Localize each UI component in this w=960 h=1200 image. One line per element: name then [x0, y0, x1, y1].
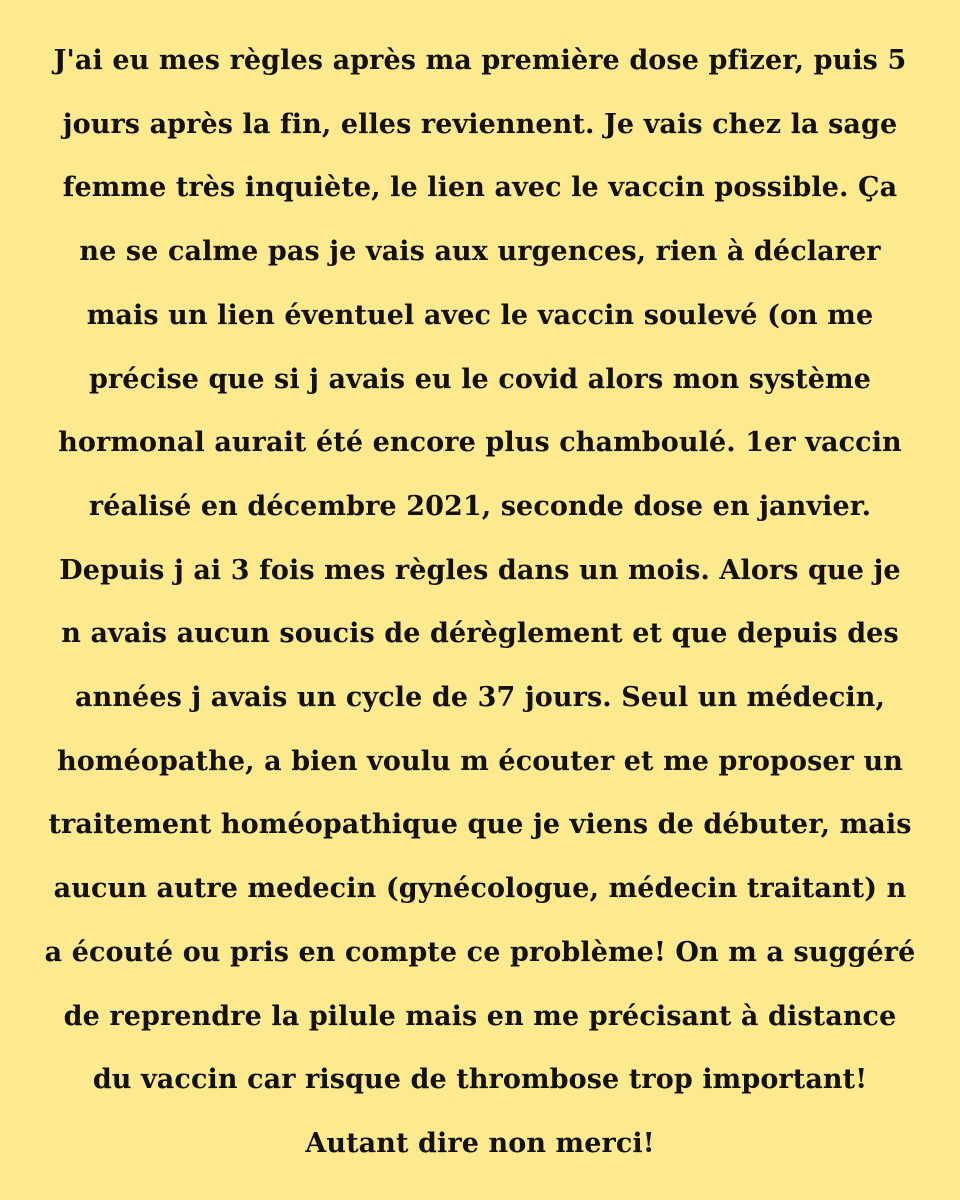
testimony-line: homéopathe, a bien voulu m écouter et me proposer un — [57, 745, 903, 777]
testimony-line: années j avais un cycle de 37 jours. Seul un médecin, — [75, 682, 885, 714]
testimony-line: hormonal aurait été encore plus chamboulé. 1er vaccin — [58, 427, 902, 459]
testimony-line: Autant dire non merci! — [305, 1127, 655, 1159]
testimony-line: du vaccin car risque de thrombose trop important! — [92, 1064, 868, 1096]
testimony-line: a écouté ou pris en compte ce problème! On m a suggéré — [44, 936, 916, 968]
testimony-line: ne se calme pas je vais aux urgences, rien à déclarer — [79, 236, 881, 268]
testimony-line: jours après la fin, elles reviennent. Je vais chez la sage — [62, 108, 898, 140]
testimony-line: de reprendre la pilule mais en me précisant à distance — [63, 1000, 897, 1032]
testimony-line: aucun autre medecin (gynécologue, médecin traitant) n — [53, 873, 907, 905]
testimony-line: J'ai eu mes règles après ma première dose pfizer, puis 5 — [53, 45, 907, 76]
testimony-line: Depuis j ai 3 fois mes règles dans un mois. Alors que je — [59, 554, 901, 586]
testimony-line: mais un lien éventuel avec le vaccin soulevé (on me — [86, 299, 874, 331]
testimony-line: femme très inquiète, le lien avec le vaccin possible. Ça — [62, 172, 898, 204]
testimony-line: réalisé en décembre 2021, seconde dose en janvier. — [88, 490, 872, 522]
testimony-line: traitement homéopathique que je viens de débuter, mais — [48, 809, 912, 841]
testimony-line: précise que si j avais eu le covid alors mon système — [88, 363, 871, 395]
testimony-line: n avais aucun soucis de dérèglement et que depuis des — [61, 618, 899, 650]
testimony-text — [0, 29, 960, 1176]
